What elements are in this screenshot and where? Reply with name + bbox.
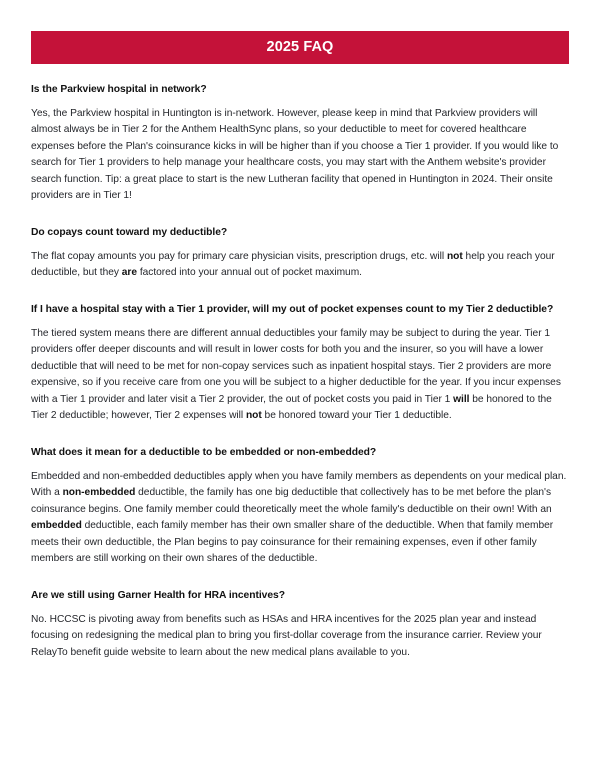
faq-answer: No. HCCSC is pivoting away from benefits such as HSAs and HRA incentives for the 2025 plan year and instead focusing on redesigning the medical plan to bring you first-dollar coverage from the insurance carrier. Review your RelayTo benefit guide website to learn about the new medical plans available to you. <box>31 613 542 658</box>
faq-item <box>31 83 569 205</box>
faq-question: If I have a hospital stay with a Tier 1 provider, will my out of pocket expenses count to my Tier 2 deductible? <box>31 303 554 315</box>
faq-list <box>31 83 569 661</box>
faq-question: Do copays count toward my deductible? <box>31 226 228 238</box>
faq-item <box>31 303 569 425</box>
faq-answer: The flat copay amounts you pay for primary care physician visits, prescription drugs, etc. will not help you reach your deductible, but they are factored into your annual out of pocket maximum. <box>31 250 555 279</box>
page-title: 2025 FAQ <box>266 39 334 56</box>
faq-question: What does it mean for a deductible to be embedded or non-embedded? <box>31 446 377 458</box>
faq-banner <box>31 31 569 64</box>
faq-item <box>31 446 569 568</box>
faq-item <box>31 226 569 282</box>
faq-answer: Embedded and non-embedded deductibles apply when you have family members as dependents on your medical plan. With a non-embedded deductible, the family has one big deductible that collectively has to be met before the plan's coinsurance begins. One family member could theoretically meet the whole family's deductible on their own! With an embedded deductible, each family member has their own smaller share of the deductible. When that family member meets their own deductible, the Plan begins to pay coinsurance for their remaining expenses, even if other family members are still working on their own shares of the deductible. <box>31 470 567 565</box>
faq-answer: The tiered system means there are different annual deductibles your family may be subject to during the year. Tier 1 providers offer deeper discounts and will result in lower costs for both you and the insurer, so you will have a lower deductible that will need to be met for non-copay services such as inpatient hospital stays. Tier 2 providers are more expensive, so if you receive care from one you will be subject to a higher deductible for the year. If you incur expenses with a Tier 1 provider and later visit a Tier 2 provider, the out of pocket costs you paid in Tier 1 will be honored to the Tier 2 deductible; however, Tier 2 expenses will not be honored toward your Tier 1 deductible. <box>31 327 561 422</box>
faq-item <box>31 589 569 661</box>
faq-answer: Yes, the Parkview hospital in Huntington is in-network. However, please keep in mind that Parkview providers will almost always be in Tier 2 for the Anthem HealthSync plans, so your deductible to meet for covered healthcare expenses before the Plan's coinsurance kicks in will be higher than if you choose a Tier 1 provider. If you would like to search for Tier 1 providers to help manage your healthcare costs, you may start with the Anthem website's provider search function. Tip: a great place to start is the new Lutheran facility that opened in Huntington in 2024. Their onsite providers are in Tier 1! <box>31 107 559 202</box>
faq-question: Are we still using Garner Health for HRA incentives? <box>31 589 285 601</box>
faq-question: Is the Parkview hospital in network? <box>31 84 207 95</box>
